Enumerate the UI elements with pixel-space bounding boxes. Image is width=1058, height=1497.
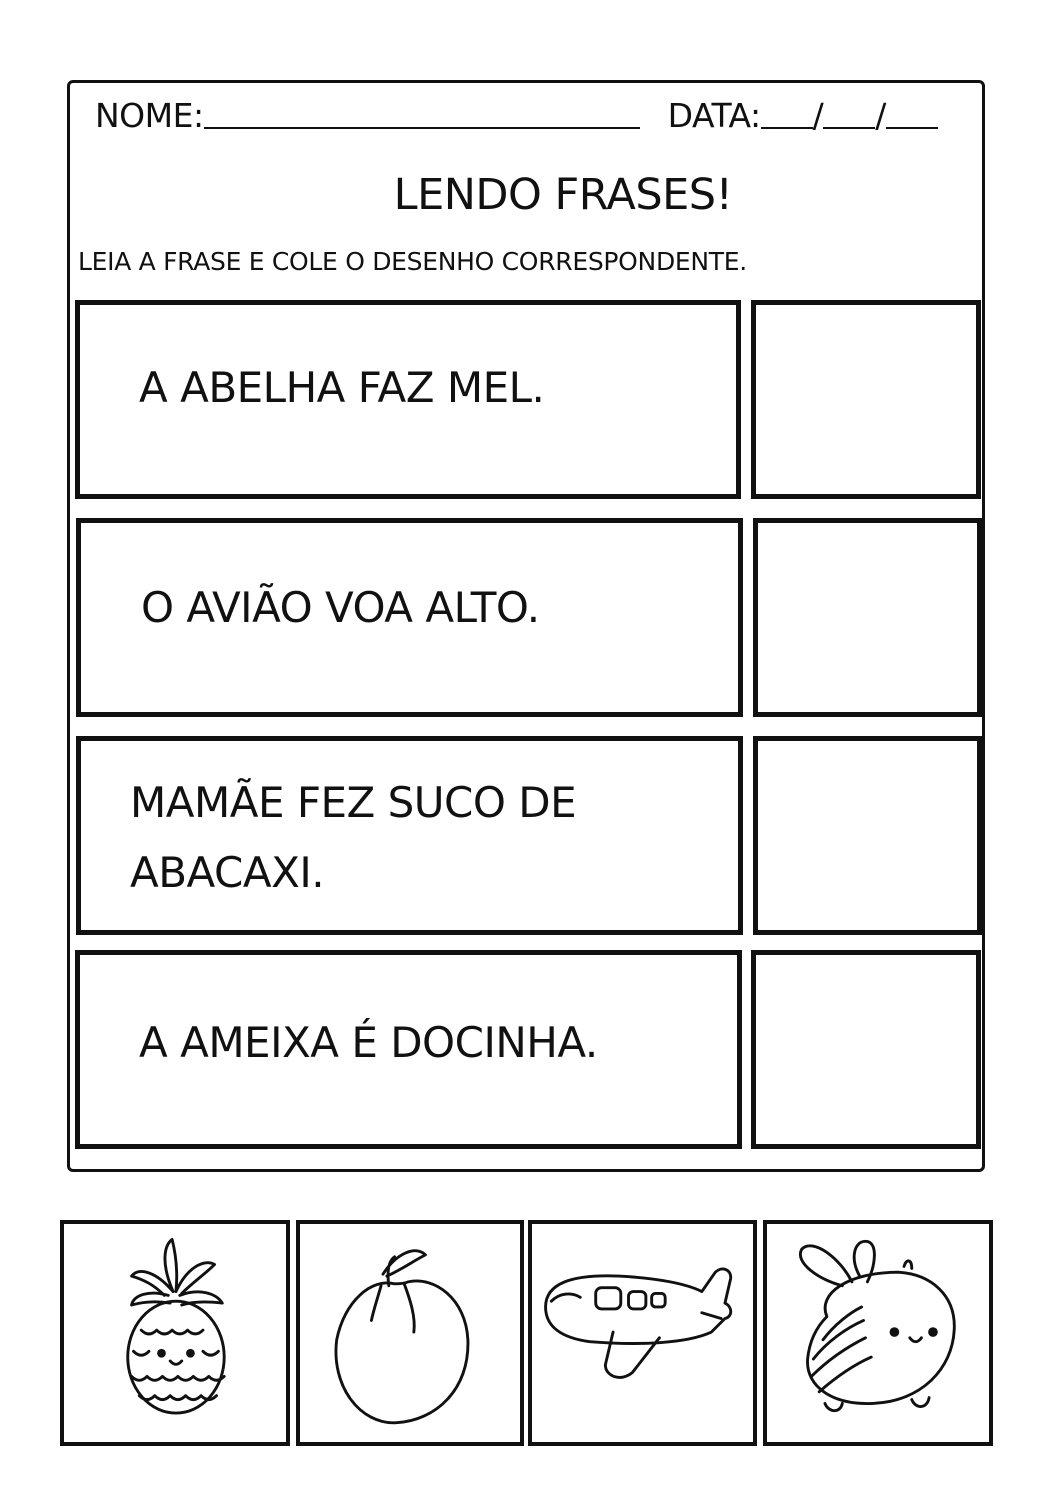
phrase-text: MAMÃE FEZ SUCO DE [130,778,577,827]
pineapple-card[interactable] [60,1220,290,1446]
date-month-blank[interactable] [823,97,875,129]
instruction-text: LEIA A FRASE E COLE O DESENHO CORRESPONDENTE. [78,247,747,276]
paste-area[interactable] [751,950,981,1149]
phrase-text: ABACAXI. [130,848,325,897]
date-year-blank[interactable] [886,97,938,129]
airplane-card[interactable] [528,1220,757,1446]
pineapple-icon [64,1224,286,1442]
airplane-icon [532,1224,753,1442]
bee-card[interactable] [763,1220,993,1446]
name-blank[interactable] [204,97,640,129]
paste-area[interactable] [751,300,981,499]
date-separator: / [812,96,824,135]
paste-area[interactable] [753,518,982,717]
phrase-text: A ABELHA FAZ MEL. [139,363,545,412]
date-day-blank[interactable] [761,97,813,129]
bee-icon [767,1224,989,1442]
date-separator: / [875,96,886,135]
page-title: LENDO FRASES! [393,170,733,220]
phrase-text: O AVIÃO VOA ALTO. [141,583,540,632]
date-label: DATA: [667,96,761,135]
paste-area[interactable] [753,736,982,935]
plum-icon [300,1224,520,1442]
phrase-text: A AMEIXA É DOCINHA. [139,1018,598,1067]
name-label: NOME: [95,96,204,135]
plum-card[interactable] [296,1220,524,1446]
header-fields [95,96,938,135]
